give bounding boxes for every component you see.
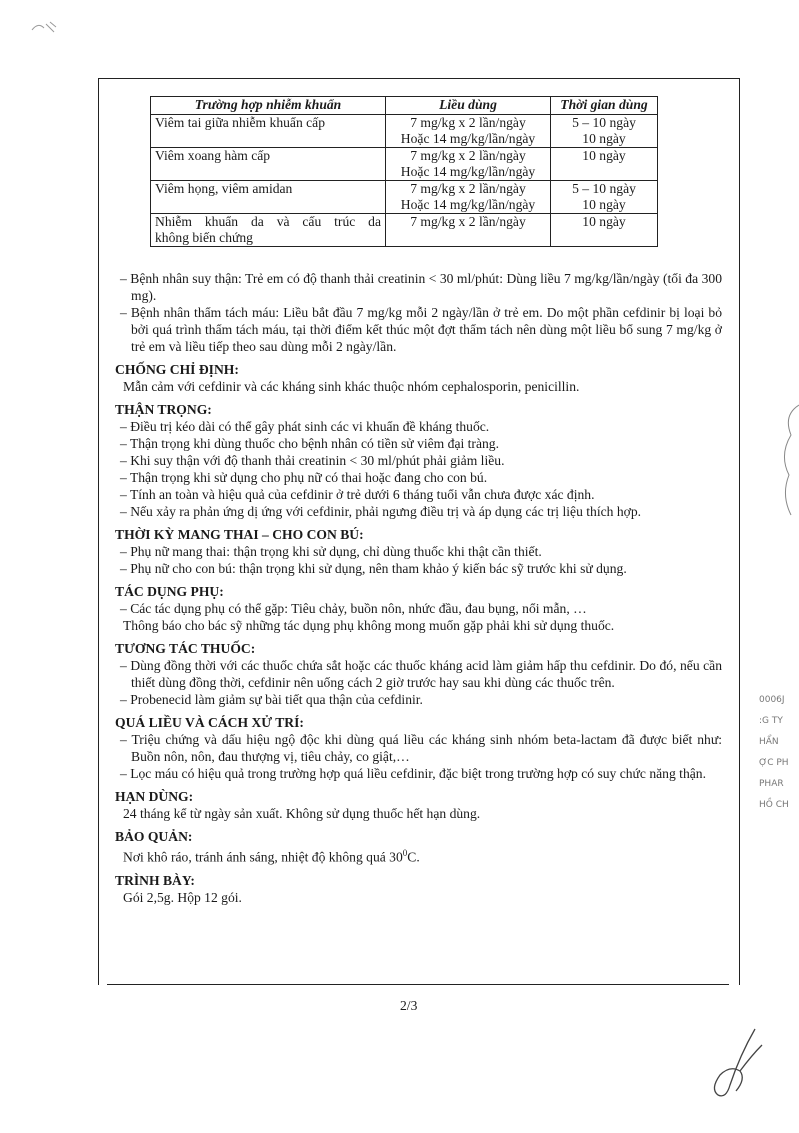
list-item: – Probenecid làm giảm sự bài tiết qua thận của cefdinir. (120, 692, 423, 707)
side-effects-section (115, 583, 722, 634)
signature (700, 1025, 775, 1105)
section-heading: QUÁ LIỀU VÀ CÁCH XỬ TRÍ: (115, 715, 304, 730)
table-row (151, 181, 658, 214)
table-header-row (151, 97, 658, 115)
contraindications-section (115, 361, 722, 395)
renal-item: – Bệnh nhân thẩm tách máu: Liều bắt đầu 7 mg/kg mỗi 2 ngày/lần ở trẻ em. Do một phần cefdinir bị loại bỏ bởi quá trình thẩm tách máu, tại thời điểm kết thúc một đợt thẩm tách nên dùng một liều bổ sung 7 mg/kg ở trẻ em và liều tiếp theo sau dùng mỗi 2 ngày/lần. (120, 305, 722, 354)
list-item: – Điều trị kéo dài có thể gây phát sinh các vi khuẩn đề kháng thuốc. (120, 419, 490, 434)
section-text: Gói 2,5g. Hộp 12 gói. (123, 889, 242, 905)
list-item: – Các tác dụng phụ có thể gặp: Tiêu chảy, buồn nôn, nhức đầu, đau bụng, nổi mẫn, … (120, 601, 587, 616)
caution-section (115, 401, 722, 520)
list-item: – Triệu chứng và dấu hiệu ngộ độc khi dùng quá liều các kháng sinh nhóm beta-lactam đã được biết như: Buồn nôn, nôn, đau thượng vị, tiêu chảy, co giật,… (120, 732, 722, 764)
pregnancy-section (115, 526, 722, 577)
section-heading: THẬN TRỌNG: (115, 402, 212, 417)
case-cell: Nhiễm khuẩn da và cấu trúc da không biến chứng (151, 214, 386, 247)
dose-cell: 7 mg/kg x 2 lần/ngày Hoặc 14 mg/kg/lần/ngày (386, 115, 551, 148)
dose-cell: 7 mg/kg x 2 lần/ngày Hoặc 14 mg/kg/lần/ngày (386, 148, 551, 181)
list-item: – Phụ nữ cho con bú: thận trọng khi sử dụng, nên tham khảo ý kiến bác sỹ trước khi sử dụng. (120, 561, 627, 576)
list-item: – Thận trọng khi dùng thuốc cho bệnh nhân có tiền sử viêm đại tràng. (120, 436, 499, 451)
renal-item: – Bệnh nhân suy thận: Trẻ em có độ thanh thải creatinin < 30 ml/phút: Dùng liều 7 mg/kg/lần/ngày (tối đa 300 mg). (120, 271, 722, 303)
case-cell: Viêm xoang hàm cấp (151, 148, 386, 181)
section-heading: BẢO QUẢN: (115, 829, 193, 844)
table-row (151, 214, 658, 247)
header-case: Trường hợp nhiễm khuẩn (151, 97, 386, 115)
section-heading: TÁC DỤNG PHỤ: (115, 584, 224, 599)
section-text: Thông báo cho bác sỹ những tác dụng phụ không mong muốn gặp phải khi sử dụng thuốc. (123, 618, 615, 633)
table-row (151, 115, 658, 148)
duration-cell: 5 – 10 ngày 10 ngày (551, 115, 658, 148)
case-cell: Viêm họng, viêm amidan (151, 181, 386, 214)
list-item: – Tính an toàn và hiệu quả của cefdinir ở trẻ dưới 6 tháng tuổi vẫn chưa được xác định. (120, 487, 595, 502)
section-heading: TRÌNH BÀY: (115, 872, 195, 888)
leaflet-content (115, 270, 722, 906)
scan-mark (30, 18, 60, 36)
section-text: 24 tháng kể từ ngày sản xuất. Không sử dụng thuốc hết hạn dùng. (123, 806, 481, 821)
list-item: – Phụ nữ mang thai: thận trọng khi sử dụng, chỉ dùng thuốc khi thật cần thiết. (120, 544, 542, 559)
dose-cell: 7 mg/kg x 2 lần/ngày Hoặc 14 mg/kg/lần/ngày (386, 181, 551, 214)
section-text: Mẫn cảm với cefdinir và các kháng sinh khác thuộc nhóm cephalosporin, penicillin. (123, 379, 580, 394)
list-item: – Lọc máu có hiệu quả trong trường hợp quá liều cefdinir, đặc biệt trong trường hợp có suy chức năng thận. (120, 766, 706, 781)
stamp-fragment: 0006J :G TY HẨN ỢC PH PHAR HỒ CH (759, 695, 789, 810)
section-heading: CHỐNG CHỈ ĐỊNH: (115, 362, 239, 377)
duration-cell: 10 ngày (551, 148, 658, 181)
expiry-section (115, 788, 722, 822)
list-item: – Thận trọng khi sử dụng cho phụ nữ có thai hoặc đang cho con bú. (120, 470, 488, 485)
dose-cell: 7 mg/kg x 2 lần/ngày (386, 214, 551, 247)
header-duration: Thời gian dùng (551, 97, 658, 115)
storage-section (115, 828, 722, 866)
section-text: Nơi khô ráo, tránh ánh sáng, nhiệt độ không quá $30^0C$. (123, 848, 420, 865)
header-dose: Liều dùng (386, 97, 551, 115)
page-number: 2/3 (400, 998, 418, 1013)
duration-cell: 5 – 10 ngày 10 ngày (551, 181, 658, 214)
section-heading: THỜI KỲ MANG THAI – CHO CON BÚ: (115, 527, 364, 542)
frame-bottom-line (107, 984, 729, 985)
interactions-section (115, 640, 722, 708)
presentation-section (115, 872, 722, 906)
duration-cell: 10 ngày (551, 214, 658, 247)
stamp-edge-mark (769, 395, 799, 545)
list-item: – Dùng đồng thời với các thuốc chứa sắt hoặc các thuốc kháng acid làm giảm hấp thu cefdinir. Do đó, nếu cần thiết dùng đồng thời, cefdinir nên uống cách 2 giờ trước hay sau khi dùng các thuốc trên. (120, 658, 722, 690)
list-item: – Khi suy thận với độ thanh thải creatinin < 30 ml/phút phải giảm liều. (120, 453, 505, 468)
list-item: – Nếu xảy ra phản ứng dị ứng với cefdinir, phải ngưng điều trị và áp dụng các trị liệu thích hợp. (120, 504, 642, 519)
section-heading: HẠN DÙNG: (115, 789, 194, 804)
overdose-section (115, 714, 722, 782)
section-heading: TƯƠNG TÁC THUỐC: (115, 641, 256, 656)
dosage-table (150, 96, 658, 247)
case-cell: Viêm tai giữa nhiễm khuẩn cấp (151, 115, 386, 148)
table-row (151, 148, 658, 181)
